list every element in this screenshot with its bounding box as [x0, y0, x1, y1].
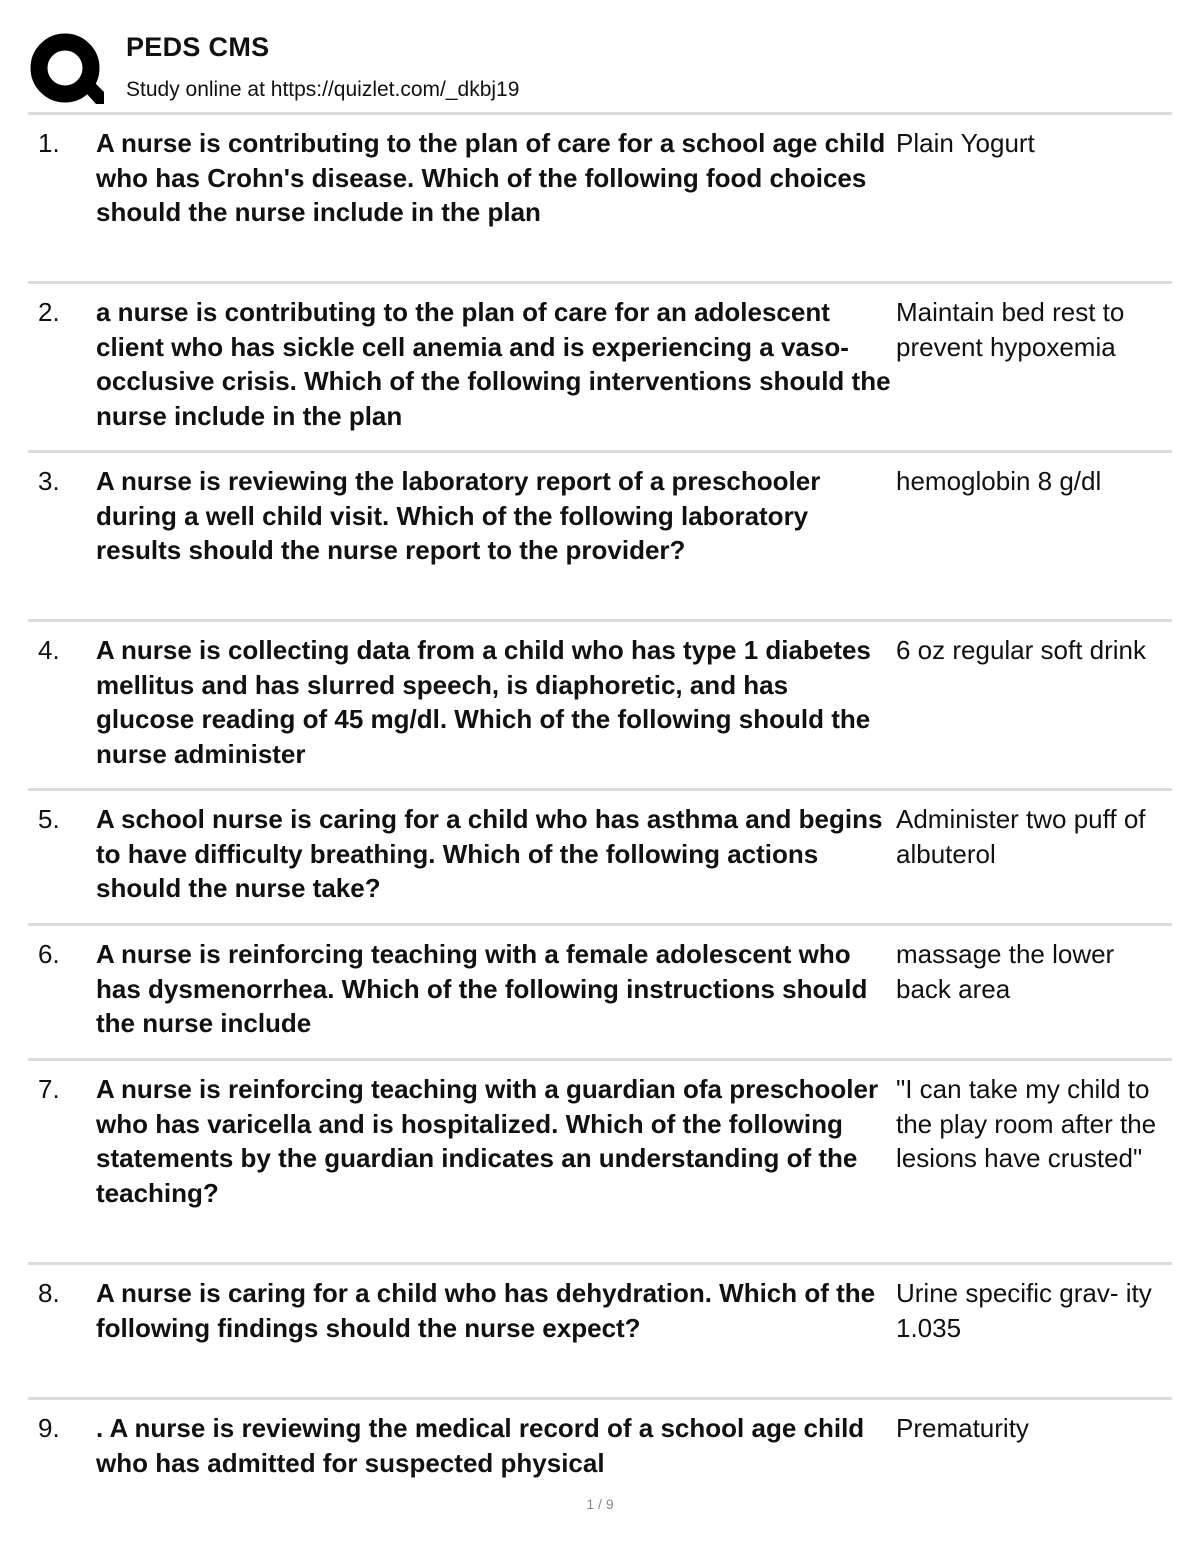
card-question: a nurse is contributing to the plan of care for an adolescent client who has sickle cell anemia and is experiencing a vaso-occlusive crisis. Which of the following interventions should the nurse include in the plan — [96, 297, 891, 431]
divider — [28, 923, 1172, 926]
card-answer: Plain Yogurt — [896, 128, 1035, 158]
card-answer: massage the lower back area — [896, 939, 1115, 1004]
card-question: A nurse is collecting data from a child who has type 1 diabetes mellitus and has slurred speech, is diaphoretic, and has glucose reading of 45 mg/dl. Which of the following should the nurse administer — [96, 635, 871, 769]
card-question: . A nurse is reviewing the medical record of a school age child who has admitted for suspected physical — [96, 1413, 865, 1478]
card-answer: Urine specific grav- ity 1.035 — [896, 1278, 1152, 1343]
card-answer: Prematurity — [896, 1413, 1029, 1443]
card-number: 8. — [38, 1278, 60, 1308]
page-header — [28, 30, 1172, 112]
divider — [28, 1058, 1172, 1061]
card-question: A nurse is contributing to the plan of care for a school age child who has Crohn's disease. Which of the following food choices should the nurse include in the plan — [96, 128, 886, 227]
divider — [28, 450, 1172, 453]
page-number: 1 / 9 — [586, 1496, 614, 1512]
card-answer: Maintain bed rest to prevent hypoxemia — [896, 297, 1125, 362]
divider — [28, 619, 1172, 622]
card-number: 3. — [38, 466, 60, 496]
card-question: A nurse is reinforcing teaching with a female adolescent who has dysmenorrhea. Which of the following instructions should the nurse include — [96, 939, 868, 1038]
card-number: 5. — [38, 804, 60, 834]
card-number: 7. — [38, 1074, 60, 1104]
divider — [28, 1397, 1172, 1400]
card-answer: "I can take my child to the play room after the lesions have crusted" — [896, 1074, 1157, 1173]
study-online-link[interactable]: Study online at https://quizlet.com/_dkbj19 — [126, 78, 520, 101]
quizlet-logo-icon — [30, 32, 104, 106]
card-number: 6. — [38, 939, 60, 969]
card-number: 9. — [38, 1413, 60, 1443]
card-question: A school nurse is caring for a child who has asthma and begins to have difficulty breathing. Which of the following actions should the nurse take? — [96, 804, 883, 903]
card-question: A nurse is caring for a child who has dehydration. Which of the following findings should the nurse expect? — [96, 1278, 876, 1343]
divider — [28, 281, 1172, 284]
card-answer: 6 oz regular soft drink — [896, 635, 1147, 665]
card-number: 1. — [38, 128, 60, 158]
card-answer: Administer two puff of albuterol — [896, 804, 1146, 869]
divider — [28, 788, 1172, 791]
divider — [28, 112, 1172, 115]
card-question: A nurse is reviewing the laboratory report of a preschooler during a well child visit. Which of the following laboratory results should the nurse report to the provider? — [96, 466, 821, 565]
card-number: 4. — [38, 635, 60, 665]
document-title: PEDS CMS — [126, 32, 270, 62]
card-number: 2. — [38, 297, 60, 327]
card-question: A nurse is reinforcing teaching with a guardian ofa preschooler who has varicella and is hospitalized. Which of the following statements by the guardian indicates an understanding of the teaching? — [96, 1074, 879, 1208]
card-answer: hemoglobin 8 g/dl — [896, 466, 1102, 496]
divider — [28, 1262, 1172, 1265]
